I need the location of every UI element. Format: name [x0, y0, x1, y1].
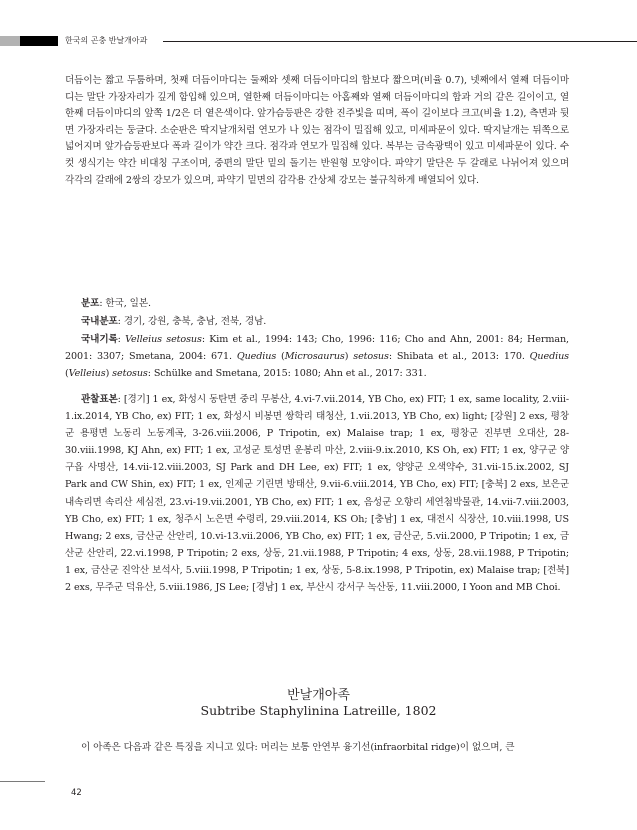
examined-specimens-paragraph [65, 391, 569, 596]
taxon-subgenus: Velleius [68, 368, 106, 379]
records-text: : Kim et al., 1994: 143; Cho, 1996: 116; Cho and Ahn, 2001: 84; Herman, 2001: 3307; Smetana, 2004: 671. [65, 334, 569, 362]
distribution-label: 분포 [81, 298, 100, 309]
korean-records-label: 국내기록 [81, 334, 118, 345]
header-black-bar [20, 36, 58, 46]
subtribe-intro-text: 이 아족은 다음과 같은 특징을 지니고 있다: 머리는 보통 안연부 융기선(infraorbital ridge)이 없으며, 큰 [81, 742, 515, 753]
korean-distribution-label: 국내분포 [81, 316, 118, 327]
taxon-name: Velleius setosus [125, 334, 202, 345]
examined-specimens-text: : [경기] 1 ex, 화성시 동탄면 중리 무봉산, 4.vi-7.vii.2014, YB Cho, ex) FIT; 1 ex, same locality, 2.viii-1.ix.2014, YB Cho, ex) FIT; 1 ex, 화성시 비봉면 쌍학리 태청산, 1.vii.2013, YB Cho, ex) light; [강원] 2 exs, 평창군 용평면 노동리 노동계곡, 3-26.viii.2006, P Tripotin, ex) Malaise trap; 1 ex, 평창군 진부면 오대산, 28-30.viii.1998, KJ Ahn, ex) FIT; 1 ex, 고성군 토성면 운봉리 마산, 2.viii-9.ix.2010, KS Oh, ex) FIT; 1 ex, 양구군 양구읍 사명산, 14.vii-12.viii.2003, SJ Park and DH Lee, ex) FIT; 1 ex, 양양군 오색약수, 31.vii-15.ix.2002, SJ Park and CW Shin, ex) FIT; 1 ex, 인제군 기린면 방태산, 9.vii-6.viii.2014, YB Cho, ex) FIT; [충북] 2 exs, 보은군 내속리면 속리산 세심전, 23.vi-19.vii.2001, YB Cho, ex) FIT; 1 ex, 음성군 오향리 세연첨박물관, 14.vii-7.viii.2003, YB Cho, ex) FIT; 1 ex, 청주시 노은면 수령리, 29.viii.2014, KS Oh; [충남] 1 ex, 대전시 식장산, 10.viii.1998, US Hwang; 2 exs, 금산군 산안리, 10.vi-13.vii.2006, YB Cho, ex) FIT; 1 ex, 금산군, 5.vii.2000, P Tripotin; 1 ex, 금산군 산안리, 22.vi.1998, P Tripotin; 2 exs, 상동, 21.vii.1988, P Tripotin; 4 exs, 상동, 28.vii.1988, P Tripotin; 1 ex, 금산군 진악산 보석사, 5.viii.1998, P Tripotin; 1 ex, 상동, 5-8.ix.1998, P Tripotin, ex) Malaise trap; [전북] 2 exs, 무주군 덕유산, 5.viii.1986, JS Lee; [경남] 1 ex, 부산시 강서구 녹산동, 11.viii.2000, I Yoon and MB Choi. [65, 394, 569, 594]
records-text: : Schülke and Smetana, 2015: 1080; Ahn et al., 2017: 331. [147, 368, 427, 379]
korean-records-paragraph: 국내기록: Velleius setosus: Kim et al., 1994: 143; Cho, 1996: 116; Cho and Ahn, 2001: 84; Herman, 2001: 3307; Smetana, 2004: 671. Quedius (Microsaurus) setosus: Shibata et al., 2013: 170. Quedius (Velleius) setosus: Schülke and Smetana, 2015: 1080; Ahn et al., 2017: 331. [65, 334, 569, 379]
taxon-name: Quedius [236, 351, 277, 362]
subtribe-korean-heading: 반날개아족 [287, 688, 350, 703]
korean-distribution-paragraph [65, 314, 569, 330]
taxon-subgenus: Microsaurus [284, 351, 345, 362]
subtribe-scientific-heading: Subtribe Staphylinina Latreille, 1802 [200, 703, 437, 718]
distribution-text: : 한국, 일본. [99, 298, 151, 309]
korean-distribution-text: : 경기, 강원, 충북, 충남, 전북, 경남. [117, 316, 267, 327]
taxon-species: setosus [353, 351, 389, 362]
taxon-name: Quedius [529, 351, 569, 362]
korean-records-colon: : [117, 334, 126, 345]
examined-specimens-label: 관찰표본 [81, 394, 118, 405]
header-rule [163, 41, 637, 42]
records-text: : Shibata et al., 2013: 170. [388, 351, 530, 362]
header-accent-bar [0, 36, 20, 46]
taxon-species: setosus [112, 368, 148, 379]
species-description: 더듬이는 짧고 두툼하며, 첫째 더듬이마디는 둘째와 셋째 더듬이마디의 합보다 짧으며(비율 0.7), 넷째에서 열째 더듬이마디는 말단 가장자리가 깊게 함입해 있으며, 열한째 더듬이마디는 아홉째와 열째 더듬이마디의 합과 거의 같은 길이이고, 열한째 더듬이마디의 앞쪽 1/2은 더 옅은색이다. 앞가슴등판은 강한 진주빛을 띠며, 폭이 길이보다 크고(비율 1.2), 측면과 뒷면 가장자리는 둥글다. 소순판은 딱지날개처럼 연모가 나 있는 점각이 밀집해 있고, 미세파문이 있다. 딱지날개는 뒤쪽으로 넓어지며 앞가슴등판보다 폭과 길이가 약간 크다. 점각과 연모가 밀집해 있다. 복부는 금속광택이 있고 미세파문이 있다. 수컷 생식기는 약간 비대칭 구조이며, 중편의 말단 밑의 돌기는 반원형 모양이다. 파약기 말단은 두 갈래로 나뉘어져 있으며 각각의 갈래에 2쌍의 강모가 있으며, 파약기 밑면의 감각용 간상체 강모는 불규칙하게 배열되어 있다. [65, 75, 569, 186]
running-title: 한국의 곤충 반날개아과 [65, 36, 148, 45]
distribution-paragraph [65, 296, 569, 312]
page-number: 42 [71, 788, 82, 798]
footer-rule [0, 781, 45, 782]
